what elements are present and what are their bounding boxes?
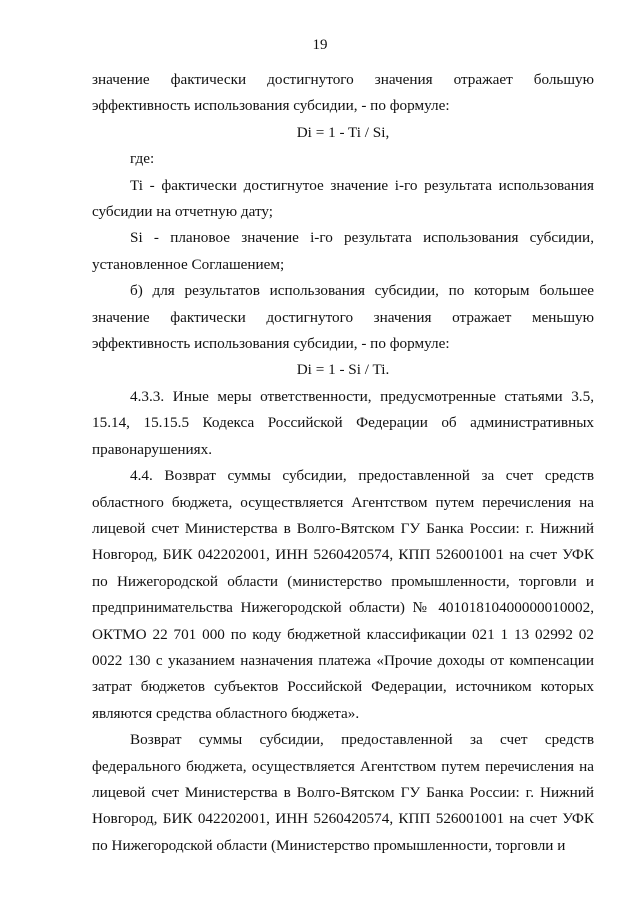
page-number: 19 [312,37,328,53]
paragraph-federal-return: Возврат суммы субсидии, предоставленной за счет средств федерального бюджета, осуществляется Агентством путем перечисления на лицевой счет Министерства в Волго-Вятском ГУ Банка России: г. Нижний Новгород, БИК 042202001, ИНН 5260420574, КПП 526001001 на счет УФК по Нижегородской области (Министерство промышленности, торговли и [92,731,594,854]
paragraph-4-4: 4.4. Возврат суммы субсидии, предоставленной за счет средств областного бюджета, осуществляется Агентством путем перечисления на лицевой счет Министерства в Волго-Вятском ГУ Банка России: г. Нижний Новгород, БИК 042202001, ИНН 5260420574, КПП 526001001 на счет УФК по Нижегородской области (министерство промышленности, торговли и предпринимательства Нижегородской области) № 40101810400000010002, ОКТМО 22 701 000 по коду бюджетной классификации 021 1 13 02992 02 0022 130 с указанием назначения платежа «Прочие доходы от компенсации затрат бюджетов субъектов Российской Федерации, источником которых являются средства областного бюджета». [92,467,594,722]
document-body [92,67,594,859]
paragraph-4-3-3: 4.3.3. Иные меры ответственности, предусмотренные статьями 3.5, 15.14, 15.15.5 Кодекса Российской Федерации об административных правонарушениях. [92,387,594,458]
paragraph-item-b: б) для результатов использования субсидии, по которым большее значение фактически достигнутого значения отражает меньшую эффективность использования субсидии, - по формуле: [92,282,594,353]
paragraph-continuation: значение фактически достигнутого значения отражает большую эффективность использования субсидии, - по формуле: [92,71,594,115]
paragraph-ti-definition: Ti - фактически достигнутое значение i-го результата использования субсидии на отчетную дату; [92,176,594,221]
formula-di-si-ti: Di = 1 - Si / Ti. [296,361,390,379]
paragraph-si-definition: Si - плановое значение i-го результата использования субсидии, установленное Соглашением; [92,229,594,273]
paragraph-where: где: [130,150,155,168]
formula-di-ti-si: Di = 1 - Ti / Si, [296,123,390,141]
